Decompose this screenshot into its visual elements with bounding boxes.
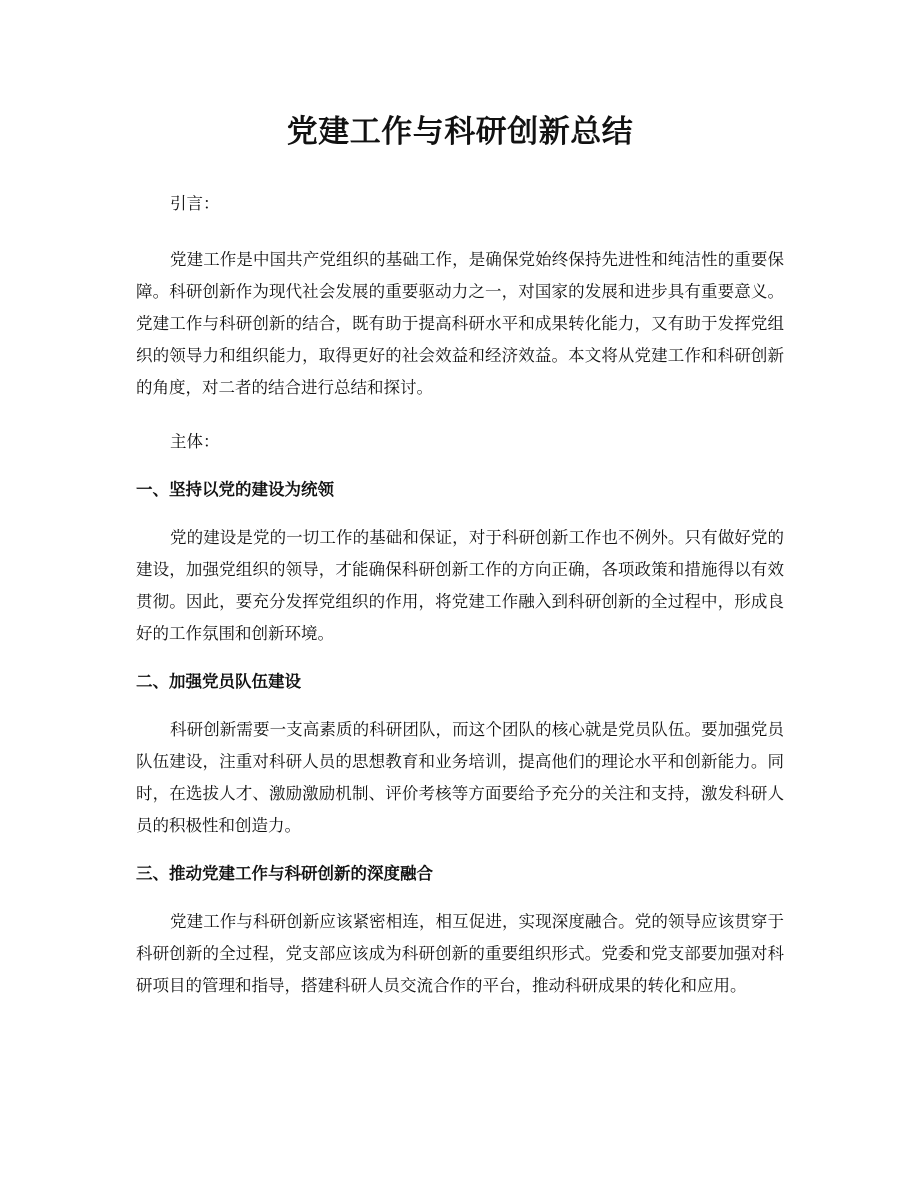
section-paragraph-1: 党的建设是党的一切工作的基础和保证，对于科研创新工作也不例外。只有做好党的建设，加强党组织的领导，才能确保科研创新工作的方向正确，各项政策和措施得以有效贯彻。因此，要充分发挥党组织的作用，将党建工作融入到科研创新的全过程中，形成良好的工作氛围和创新环境。 (136, 528, 784, 643)
intro-label: 引言： (170, 194, 220, 213)
intro-paragraph: 党建工作是中国共产党组织的基础工作，是确保党始终保持先进性和纯洁性的重要保障。科研创新作为现代社会发展的重要驱动力之一，对国家的发展和进步具有重要意义。党建工作与科研创新的结合，既有助于提高科研水平和成果转化能力，又有助于发挥党组织的领导力和组织能力，取得更好的社会效益和经济效益。本文将从党建工作和科研创新的角度，对二者的结合进行总结和探讨。 (136, 250, 784, 397)
section-heading-2: 二、加强党员队伍建设 (136, 672, 301, 691)
section-paragraph-2: 科研创新需要一支高素质的科研团队，而这个团队的核心就是党员队伍。要加强党员队伍建设，注重对科研人员的思想教育和业务培训，提高他们的理论水平和创新能力。同时，在选拔人才、激励激励机制、评价考核等方面要给予充分的关注和支持，激发科研人员的积极性和创造力。 (136, 720, 784, 835)
main-label: 主体： (170, 432, 220, 451)
document-title: 党建工作与科研创新总结 (286, 114, 634, 150)
section-heading-3: 三、推动党建工作与科研创新的深度融合 (136, 864, 433, 883)
section-paragraph-3: 党建工作与科研创新应该紧密相连，相互促进，实现深度融合。党的领导应该贯穿于科研创新的全过程，党支部应该成为科研创新的重要组织形式。党委和党支部要加强对科研项目的管理和指导，搭建科研人员交流合作的平台，推动科研成果的转化和应用。 (136, 912, 784, 995)
section-heading-1: 一、坚持以党的建设为统领 (136, 480, 334, 499)
